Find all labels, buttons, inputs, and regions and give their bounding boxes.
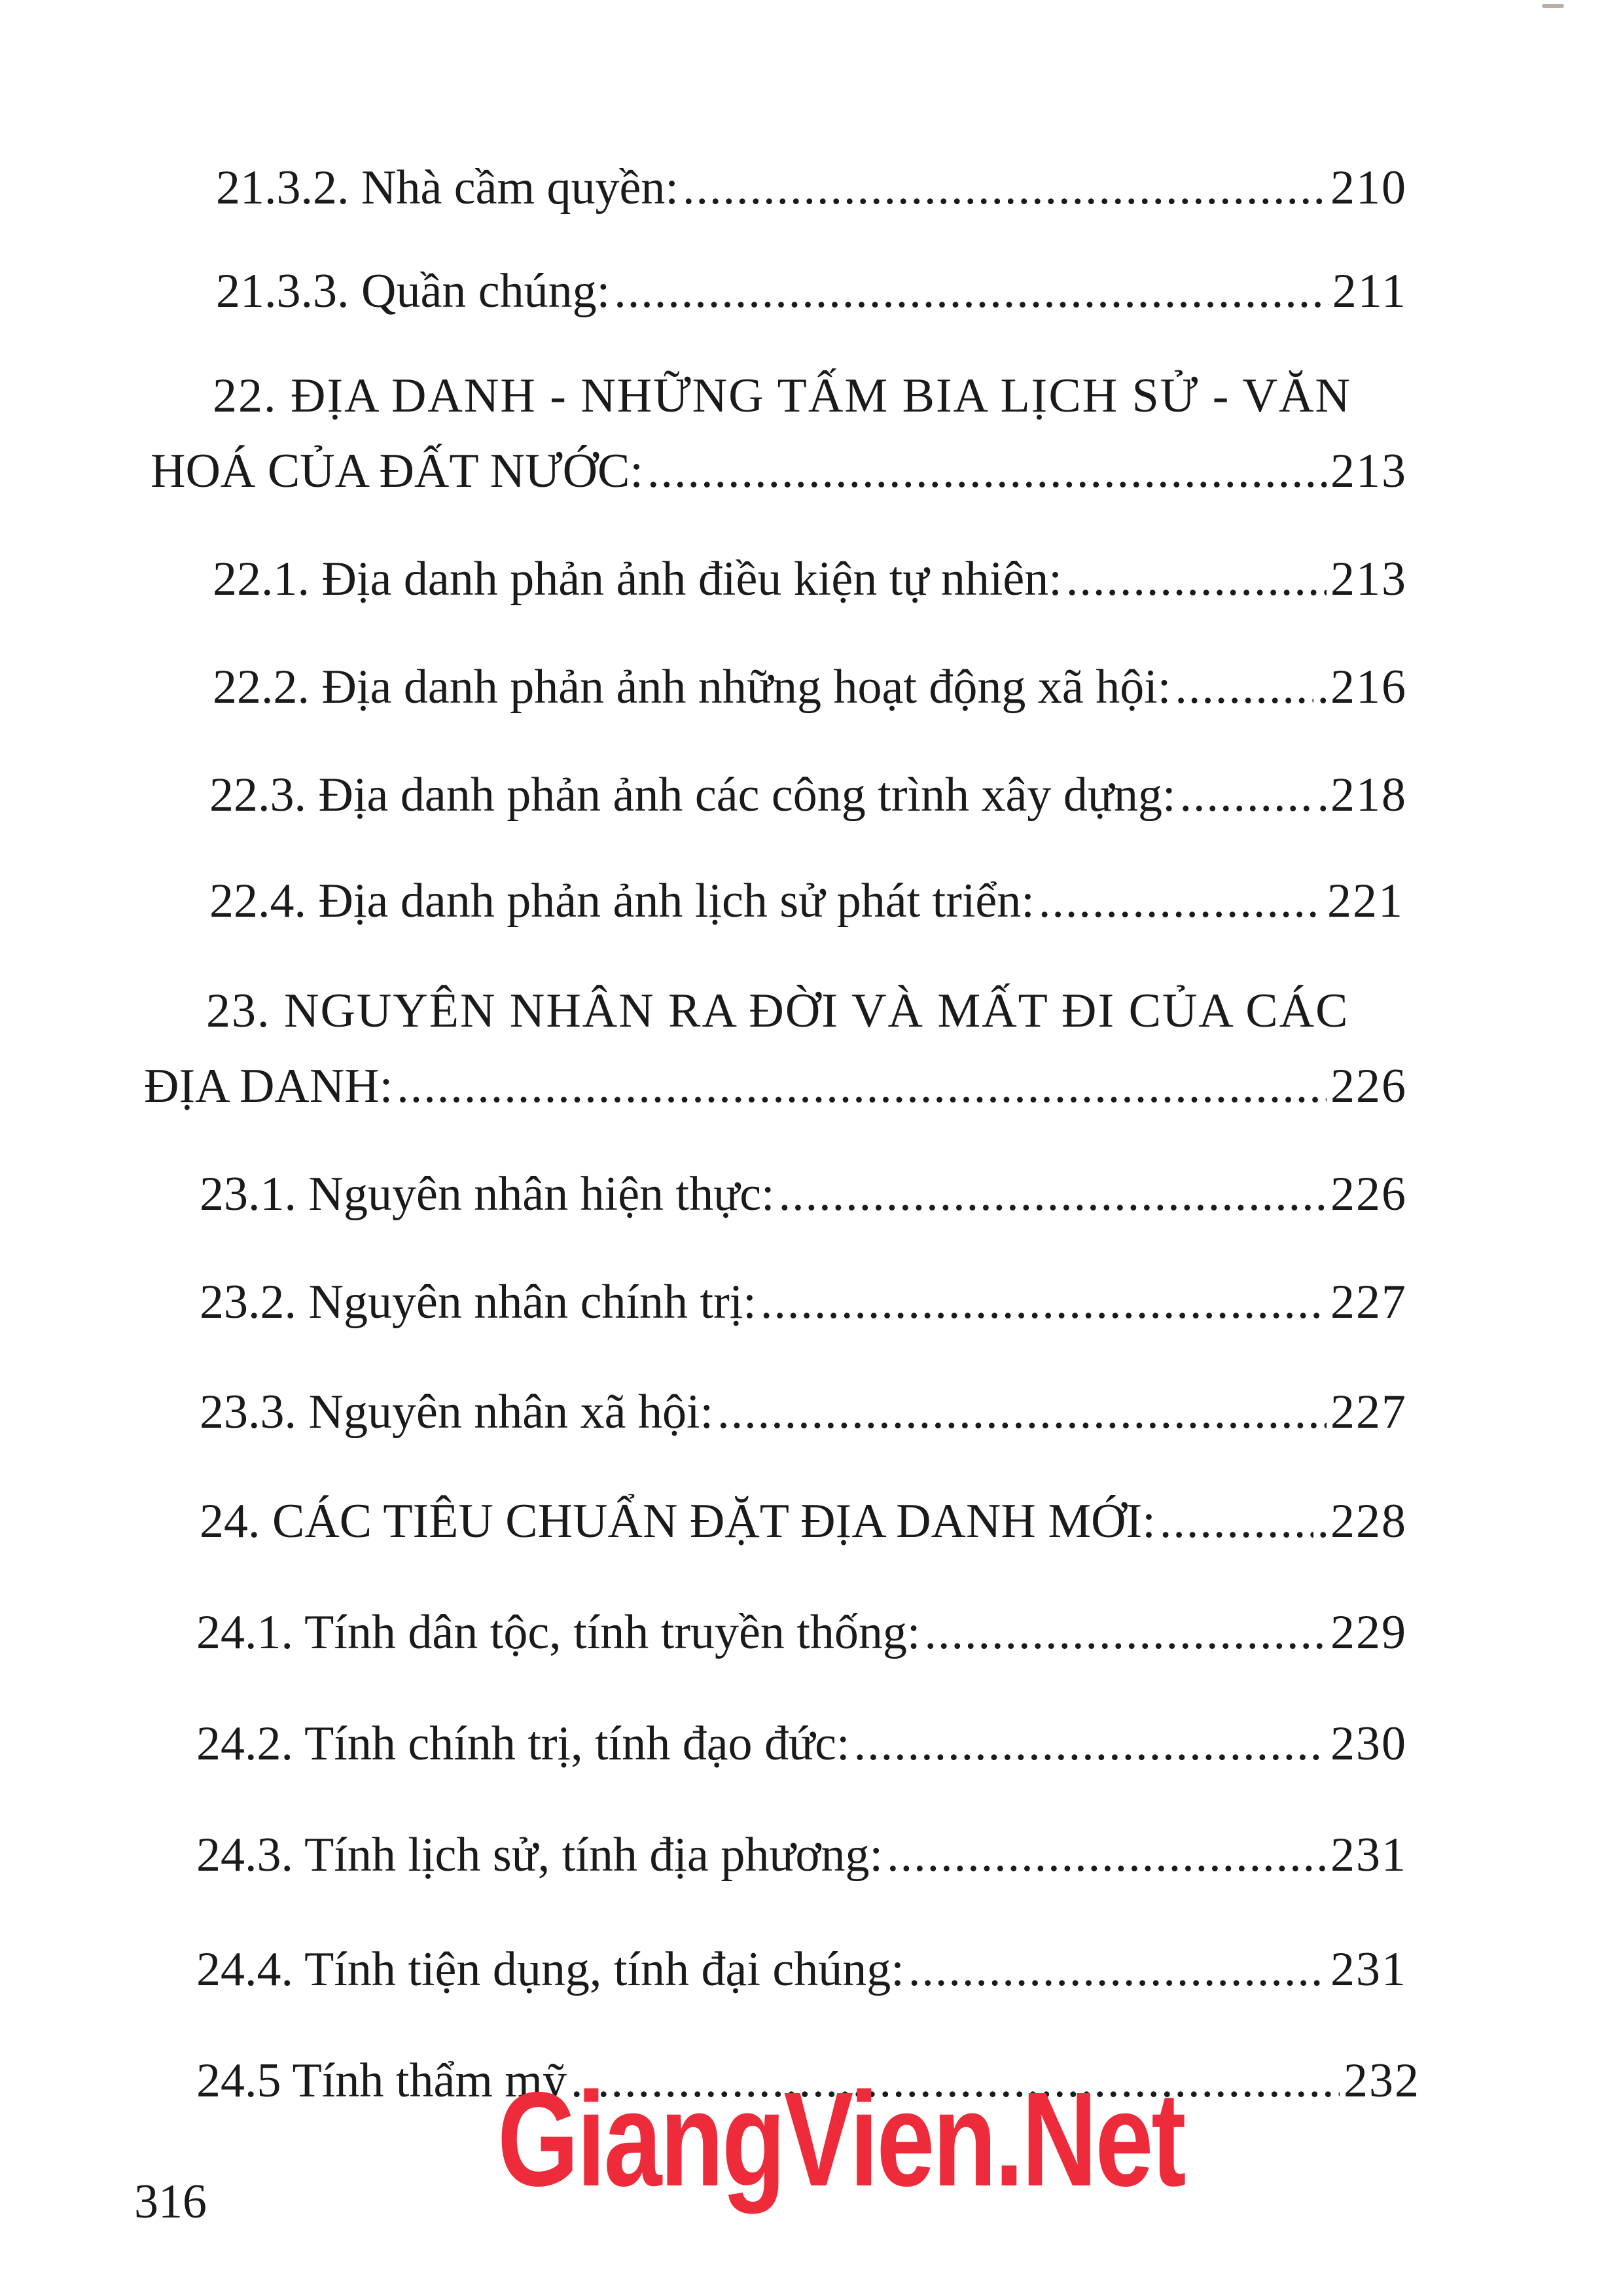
toc-entry: [200, 1266, 1407, 1338]
dot-leader: [908, 1934, 1327, 2005]
toc-entry-page: 231: [1330, 1943, 1407, 1996]
dot-leader: [397, 1050, 1327, 1122]
toc-entry: [151, 435, 1407, 507]
toc-entry-page: 231: [1330, 1828, 1407, 1882]
toc-entry-title: 23.3. Nguyên nhân xã hội:: [200, 1385, 714, 1439]
toc-entry-page: 227: [1330, 1275, 1407, 1329]
toc-entry-page: .218: [1317, 768, 1407, 822]
toc-entry: [216, 255, 1407, 327]
toc-entry-title: ĐỊA DANH:: [144, 1059, 393, 1113]
toc-entry-title: 24.1. Tính dân tộc, tính truyền thống:: [196, 1606, 921, 1659]
toc-entry: [200, 1485, 1407, 1557]
toc-entry: [196, 1819, 1407, 1891]
toc-entry-page: 211: [1332, 264, 1407, 318]
toc-entry-page: 226: [1330, 1167, 1407, 1221]
dot-leader: [614, 255, 1329, 327]
toc-entry-page: 227: [1330, 1385, 1407, 1439]
dot-leader: [683, 152, 1327, 224]
toc-entry: [144, 1050, 1407, 1122]
toc-entry: [200, 1376, 1407, 1448]
dot-leader: [760, 1266, 1327, 1338]
toc-entry-title: 22.3. Địa danh phản ảnh các công trình xây dựng:: [209, 768, 1176, 822]
toc-entry-title: 24.2. Tính chính trị, tính đạo đức:: [196, 1717, 850, 1771]
toc-entry-title: 24. CÁC TIÊU CHUẨN ĐẶT ĐỊA DANH MỚI:: [200, 1494, 1156, 1548]
dot-leader: [1039, 865, 1323, 937]
toc-entry-title: 22.1. Địa danh phản ảnh điều kiện tự nhiên:: [213, 552, 1062, 606]
toc-entry-page: 226: [1330, 1059, 1407, 1113]
watermark-logo: GiangVien.Net: [497, 2064, 1185, 2214]
toc-entry: [196, 1708, 1407, 1780]
dot-leader: [854, 1708, 1327, 1780]
toc-entry: [213, 543, 1407, 615]
toc-entry-page: 213: [1330, 444, 1407, 498]
dot-leader: [1180, 759, 1313, 831]
toc-entry-page: 230: [1330, 1717, 1407, 1771]
toc-entry-page: .228: [1317, 1494, 1407, 1548]
toc-entry-page: 221: [1327, 874, 1404, 928]
dot-leader: [779, 1158, 1327, 1230]
toc-entry-title: HOÁ CỦA ĐẤT NƯỚC:: [151, 444, 643, 498]
page-number: 316: [134, 2175, 207, 2229]
scan-mark: [1542, 4, 1564, 8]
toc-heading-line: 22. ĐỊA DANH - NHỮNG TẤM BIA LỊCH SỬ - VĂN: [213, 369, 1351, 423]
toc-entry-title: 23.1. Nguyên nhân hiện thực:: [200, 1167, 775, 1221]
dot-leader: [717, 1376, 1327, 1448]
toc-entry: [213, 651, 1407, 723]
toc-entry: [200, 1158, 1407, 1230]
toc-entry: [216, 152, 1407, 224]
toc-entry-title: 23.2. Nguyên nhân chính trị:: [200, 1275, 757, 1329]
toc-entry-page: 213: [1330, 552, 1407, 606]
toc-entry-page: 210: [1330, 161, 1407, 215]
toc-entry-page: 232: [1344, 2054, 1420, 2108]
toc-entry: [209, 865, 1404, 937]
toc-entry-page: .216: [1317, 660, 1407, 714]
toc-heading-line: 23. NGUYÊN NHÂN RA ĐỜI VÀ MẤT ĐI CỦA CÁC: [206, 984, 1349, 1038]
dot-leader: [924, 1597, 1327, 1669]
toc-entry-title: 24.3. Tính lịch sử, tính địa phương:: [196, 1828, 883, 1882]
toc-entry: [196, 1934, 1407, 2005]
toc-entry-title: 22.2. Địa danh phản ảnh những hoạt động xã hội:: [213, 660, 1171, 714]
toc-entry: [196, 1597, 1407, 1669]
toc-entry-title: 24.5 Tính thẩm mỹ: [196, 2054, 567, 2108]
dot-leader: [1175, 651, 1313, 723]
dot-leader: [1066, 543, 1327, 615]
dot-leader: [647, 435, 1327, 507]
dot-leader: [887, 1819, 1327, 1891]
toc-entry: [209, 759, 1407, 831]
toc-entry-title: 24.4. Tính tiện dụng, tính đại chúng:: [196, 1943, 904, 1996]
dot-leader: [1160, 1485, 1313, 1557]
toc-entry-title: 22.4. Địa danh phản ảnh lịch sử phát triển:: [209, 874, 1035, 928]
toc-entry-title: 21.3.3. Quần chúng:: [216, 264, 611, 318]
toc-entry-page: 229: [1330, 1606, 1407, 1659]
toc-entry-title: 21.3.2. Nhà cầm quyền:: [216, 161, 679, 215]
